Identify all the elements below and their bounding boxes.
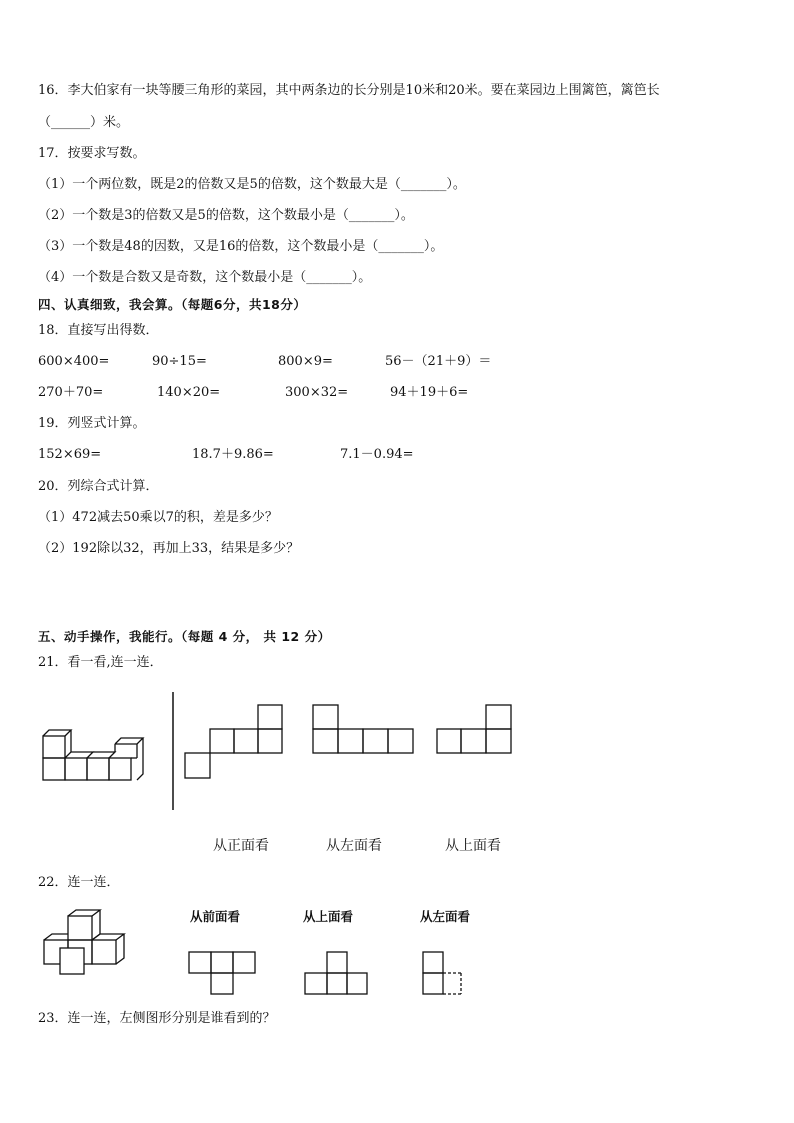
q16-line2: （______）米。 [38,115,130,130]
q18-r2-c1: 270＋70= [38,385,104,400]
q18-r1-c4: 56－（21＋9）＝ [385,354,492,369]
q18-r2-c4: 94＋19＋6= [390,385,469,400]
q18-r2-c2: 140×20= [157,385,221,400]
section-5-heading: 五、动手操作，我能行。（每题 4 分， 共 12 分） [38,629,331,644]
q22-label-left: 从左面看 [420,909,471,924]
q20-title: 20．列综合式计算． [38,479,159,494]
q21-label-front: 从正面看 [213,838,269,854]
q23-title: 23．连一连，左侧图形分别是谁看到的？ [38,1011,276,1026]
q16-line1: 16．李大伯家有一块等腰三角形的菜园，其中两条边的长分别是10米和20米。要在菜园边上围篱笆，篱笆长 [38,83,660,98]
q19-title: 19．列竖式计算。 [38,416,146,431]
q22-view-b [303,950,371,996]
q22-view-c [421,950,467,996]
q21-title: 21．看一看,连一连． [38,655,163,670]
q21-label-top: 从上面看 [445,838,501,854]
q18-r2-c3: 300×32= [285,385,349,400]
q21-view-c [435,704,515,758]
q17-item-1: （1）一个两位数，既是2的倍数又是5的倍数，这个数最大是（_______）。 [38,177,466,192]
q21-view-a [183,704,285,780]
q18-r1-c2: 90÷15= [152,354,207,369]
section-4-heading: 四、认真细致，我会算。（每题6分，共18分） [38,297,307,312]
q17-item-4: （4）一个数是合数又是奇数，这个数最小是（_______）。 [38,270,372,285]
q17-item-2: （2）一个数是3的倍数又是5的倍数，这个数最小是（_______）。 [38,208,414,223]
q22-title: 22．连一连． [38,875,120,890]
q19-item-3: 7.1－0.94= [340,447,414,462]
q19-item-1: 152×69= [38,447,102,462]
q21-cube-solid [38,726,158,786]
q21-divider [172,692,174,812]
q22-label-front: 从前面看 [190,909,241,924]
q17-title: 17．按要求写数。 [38,146,146,161]
q22-view-a [187,950,267,996]
q18-r1-c3: 800×9= [278,354,333,369]
q21-label-left: 从左面看 [326,838,382,854]
q20-item-1: （1）472减去50乘以7的积，差是多少？ [38,510,278,525]
q22-label-top: 从上面看 [303,909,354,924]
q18-r1-c1: 600×400= [38,354,110,369]
q17-item-3: （3）一个数是48的因数，又是16的倍数，这个数最小是（_______）。 [38,239,444,254]
q21-view-b [311,704,415,758]
q22-cube-solid [42,908,137,978]
q18-title: 18．直接写出得数． [38,323,159,338]
q20-item-2: （2）192除以32，再加上33，结果是多少？ [38,541,300,556]
q19-item-2: 18.7＋9.86= [192,447,274,462]
